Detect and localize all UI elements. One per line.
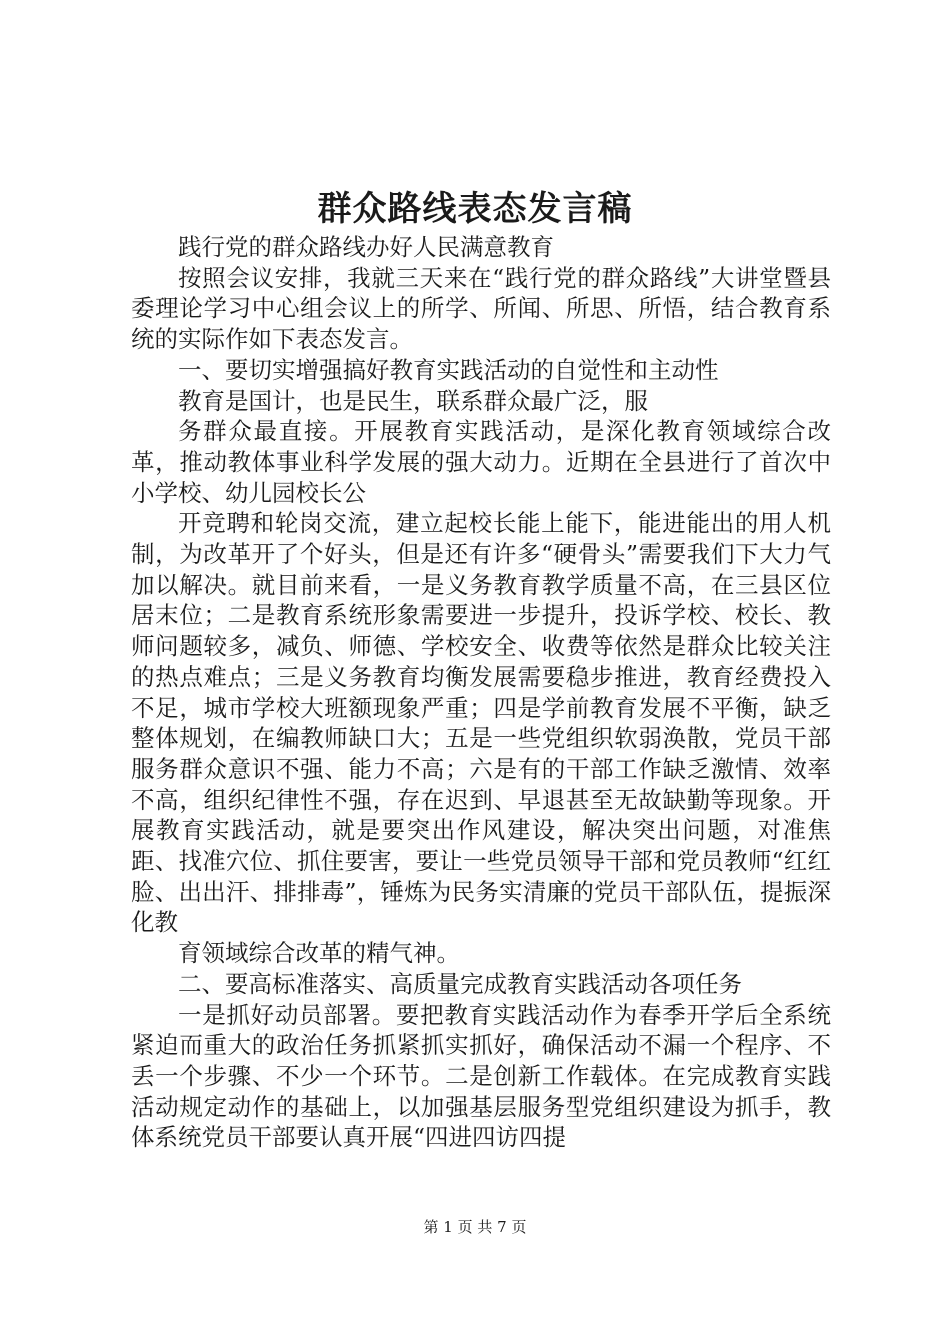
paragraph: 务群众最直接。开展教育实践活动，是深化教育领域综合改革，推动教体事业科学发展的强大动力。近期在全县进行了首次中小学校、幼儿园校长公 <box>131 417 831 507</box>
paragraph: 一是抓好动员部署。要把教育实践活动作为春季开学后全系统紧迫而重大的政治任务抓紧抓实抓好，确保活动不漏一个程序、不丢一个步骤、不少一个环节。二是创新工作载体。在完成教育实践活动规定动作的基础上，以加强基层服务型党组织建设为抓手，教体系统党员干部要认真开展“四进四访四提 <box>131 1000 831 1152</box>
paragraph: 按照会议安排，我就三天来在“践行党的群众路线”大讲堂暨县委理论学习中心组会议上的所学、所闻、所思、所悟，结合教育系统的实际作如下表态发言。 <box>131 263 831 354</box>
paragraph: 教育是国计，也是民生，联系群众最广泛，服 <box>178 386 648 415</box>
paragraph: 开竞聘和轮岗交流，建立起校长能上能下，能进能出的用人机制，为改革开了个好头，但是还有许多“硬骨头”需要我们下大力气加以解决。就目前来看，一是义务教育教学质量不高，在三县区位居末位；二是教育系统形象需要进一步提升，投诉学校、校长、教师问题较多，减负、师德、学校安全、收费等依然是群众比较关注的热点难点；三是义务教育均衡发展需要稳步推进，教育经费投入不足，城市学校大班额现象严重；四是学前教育发展不平衡，缺乏整体规划，在编教师缺口大；五是一些党组织软弱涣散，党员干部服务群众意识不强、能力不高；六是有的干部工作缺乏激情、效率不高，组织纪律性不强，存在迟到、早退甚至无故缺勤等现象。开展教育实践活动，就是要突出作风建设，解决突出问题，对准焦距、找准穴位、抓住要害，要让一些党员领导干部和党员教师“红红脸、出出汗、排排毒”，锤炼为民务实清廉的党员干部队伍，提振深化教 <box>131 509 831 937</box>
paragraph: 育领域综合改革的精气神。 <box>178 939 460 968</box>
paragraph: 践行党的群众路线办好人民满意教育 <box>178 233 554 261</box>
page-number-footer: 第 1 页 共 7 页 <box>423 1218 527 1236</box>
section-heading: 一、要切实增强搞好教育实践活动的自觉性和主动性 <box>178 355 719 384</box>
document-body <box>131 232 831 1153</box>
section-heading: 二、要高标准落实、高质量完成教育实践活动各项任务 <box>178 969 742 998</box>
document-title: 群众路线表态发言稿 <box>317 189 633 229</box>
